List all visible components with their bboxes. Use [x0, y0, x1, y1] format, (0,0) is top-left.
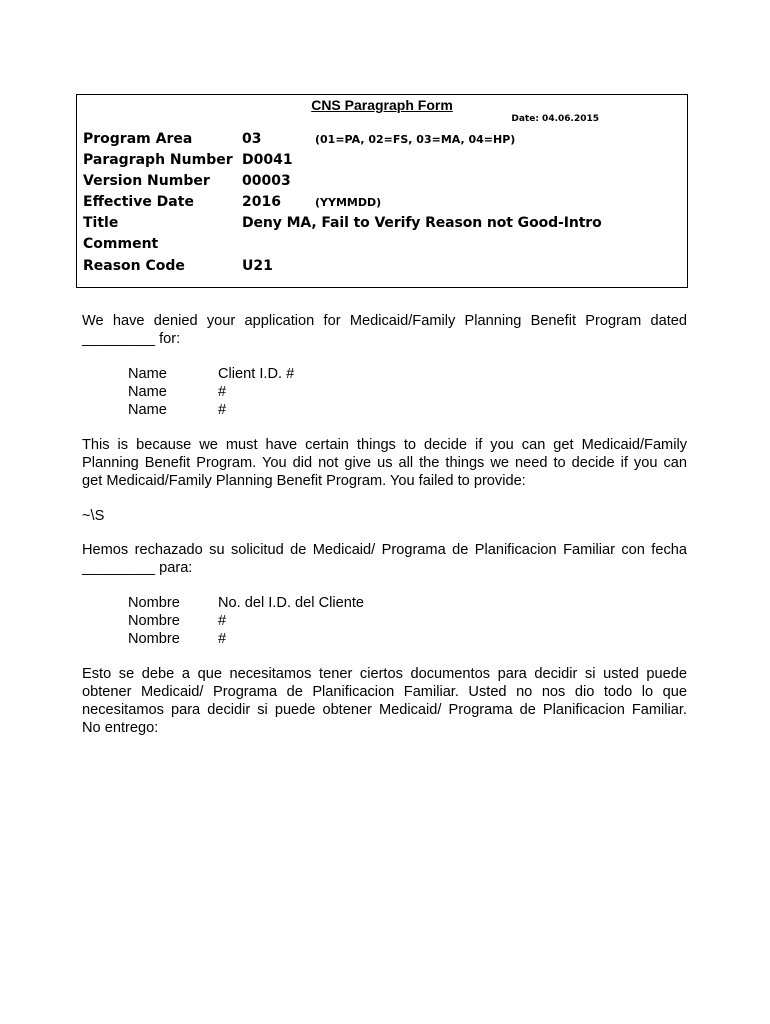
field-label: Effective Date: [83, 194, 194, 210]
client-id-label: #: [218, 384, 227, 400]
client-id-label: #: [218, 613, 227, 629]
client-id-label: #: [218, 402, 227, 418]
paragraph-line: Esto se debe a que necesitamos tener ciertos documentos para decidir si usted puede: [82, 666, 687, 682]
field-label: Reason Code: [83, 258, 185, 274]
form-title: CNS Paragraph Form: [311, 97, 453, 113]
field-label: Title: [83, 215, 119, 231]
field-label: Version Number: [83, 173, 210, 189]
field-paragraph-number: [83, 150, 683, 171]
field-label: Paragraph Number: [83, 152, 233, 168]
english-intro-paragraph: [82, 312, 687, 348]
english-reason-paragraph: [82, 436, 687, 490]
paragraph-line: obtener Medicaid/ Programa de Planificacion Familiar. Usted no nos dio todo lo que: [82, 684, 687, 700]
field-note: (01=PA, 02=FS, 03=MA, 04=HP): [315, 133, 516, 146]
field-note: (YYMMDD): [315, 196, 382, 209]
client-id-label: #: [218, 631, 227, 647]
client-name-label: Nombre: [128, 595, 180, 611]
field-value: D0041: [242, 152, 293, 168]
field-value: 03: [242, 131, 262, 147]
paragraph-line: Hemos rechazado su solicitud de Medicaid/ Programa de Planificacion Familiar con fecha: [82, 542, 687, 558]
field-value: U21: [242, 258, 273, 274]
field-value: Deny MA, Fail to Verify Reason not Good-Intro: [242, 215, 602, 231]
paragraph-line: _________ for:: [82, 331, 181, 347]
field-value: 00003: [242, 173, 291, 189]
form-date: Date: 04.06.2015: [511, 114, 599, 124]
field-label: Comment: [83, 236, 159, 252]
provide-placeholder: ~\S: [82, 508, 105, 524]
client-id-label: No. del I.D. del Cliente: [218, 595, 365, 611]
paragraph-line: Planning Benefit Program. You did not give us all the things we need to decide if you can: [82, 455, 687, 471]
field-comment: [83, 234, 683, 255]
client-id-label: Client I.D. #: [218, 366, 295, 382]
paragraph-line: _________ para:: [82, 560, 193, 576]
client-name-label: Name: [128, 402, 167, 418]
field-value: 2016: [242, 194, 281, 210]
field-version-number: [83, 171, 683, 192]
field-reason-code: [83, 256, 683, 277]
spanish-reason-paragraph: [82, 665, 687, 737]
client-name-label: Name: [128, 366, 167, 382]
field-label: Program Area: [83, 131, 193, 147]
paragraph-line: necesitamos para decidir si puede obtener Medicaid/ Programa de Planificacion Familiar.: [82, 702, 687, 718]
field-effective-date: [83, 192, 683, 213]
paragraph-line: We have denied your application for Medicaid/Family Planning Benefit Program dated: [82, 313, 687, 329]
field-title: [83, 213, 683, 234]
paragraph-line: get Medicaid/Family Planning Benefit Program. You failed to provide:: [82, 473, 526, 489]
client-name-label: Name: [128, 384, 167, 400]
paragraph-line: This is because we must have certain things to decide if you can get Medicaid/Family: [82, 437, 687, 453]
client-name-label: Nombre: [128, 631, 180, 647]
spanish-intro-paragraph: [82, 541, 687, 577]
field-program-area: [83, 129, 683, 150]
client-name-label: Nombre: [128, 613, 180, 629]
cns-paragraph-form-box: [76, 94, 688, 288]
paragraph-line: No entrego:: [82, 720, 159, 736]
